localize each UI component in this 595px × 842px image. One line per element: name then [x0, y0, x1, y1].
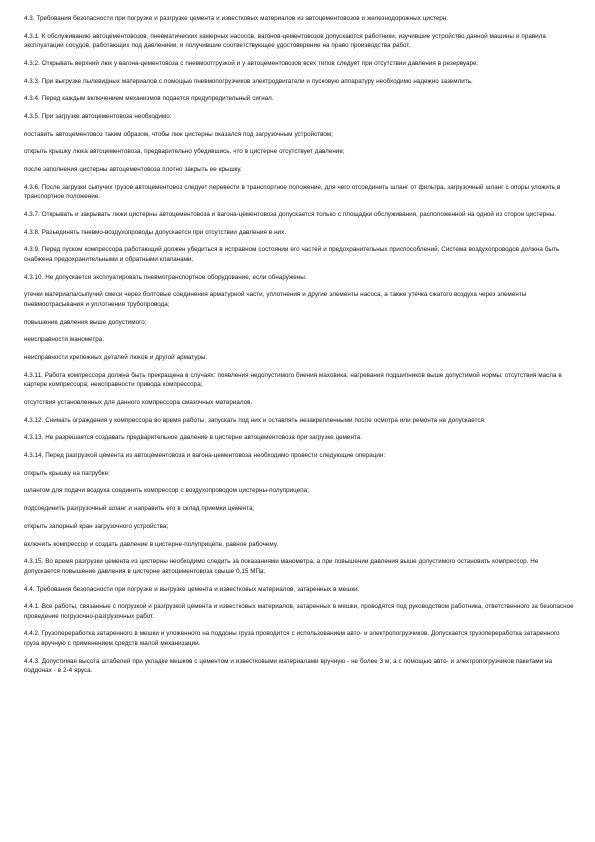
paragraph-4-4-3: 4.4.3. Допустимая высота штабелей при укладке мешков с цементом и известковыми материалами вручную - не более 3 м, а с помощью авто- и электропогрузчиков пакетами на поддонах - в 2-4 яруса.	[24, 657, 553, 675]
list-item: отсутствия установленных для данного компрессора смазочных материалов.	[24, 399, 253, 407]
list-item: открыть крышку на патрубке;	[24, 469, 110, 477]
list-item: включить компрессор и создать давление в цистерне-полуприцепе, равное рабочему.	[24, 540, 279, 548]
paragraph-4-3-2: 4.3.2. Открывать верхний люк у вагона-цементовоза с пневмоотгрузкой и у автоцементовозов всех типов следует при отсутствии давления в резервуаре.	[24, 59, 479, 67]
paragraph-4-3-6: 4.3.6. После загрузки сыпучих грузов автоцементовоз следует перевести в транспортное положение, для чего отсоединить шланг от фильтра, загрузочный шланг с опоры уложить в транспортное положение.	[24, 183, 561, 201]
paragraph-4-3-10: 4.3.10. Не допускается эксплуатировать пневмотранспортное оборудование, если обнаружены:	[24, 273, 307, 281]
list-item: открыть запорный кран загрузочного устройства;	[24, 522, 169, 530]
paragraph-4-4: 4.4. Требования безопасности при погрузке и выгрузке цемента и известковых материалов, затаренных в мешки.	[24, 585, 360, 593]
paragraph-4-3-1: 4.3.1. К обслуживанию автоцементовозов, пневматических камерных насосов, вагонов-цементовозов допускаются работники, изучившие устройство данной машины и правила эксплуатации сосудов, работающих под давлением, и получившие соответствующее удостоверение на право производства работ.	[24, 32, 546, 50]
paragraph-4-3-15: 4.3.15. Во время разгрузки цемента из цистерны необходимо следить за показаниями манометра, а при повышении давления выше допустимого остановить компрессор. Не допускается повышение давления в цистерне автоцементовоза свыше 0,15 МПа.	[24, 558, 539, 575]
paragraph-4-3-13: 4.3.13. Не разрешается создавать предварительное давление в цистерне автоцементовоза при загрузке цемента.	[24, 434, 363, 442]
list-item: после заполнения цистерны автоцементовоза плотно закрыть ее крышку.	[24, 166, 242, 174]
list-item: повышение давления выше допустимого;	[24, 318, 147, 326]
list-item: подсоединить разгрузочный шланг и направить его в склад приемки цемента;	[24, 505, 255, 513]
paragraph-4-3-5: 4.3.5. При загрузке автоцементовоза необходимо:	[24, 113, 172, 121]
paragraph-4-3-11: 4.3.11. Работа компрессора должна быть прекращена в случаях: появления недопустимого биения маховика; нагревания подшипников выше допустимой нормы; отсутствия масла в картере компрессора; неисправности привода компрессора;	[24, 371, 562, 389]
list-item: открыть крышку люка автоцементовоза, предварительно убедившись, что в цистерне отсутствует давление;	[24, 148, 345, 156]
paragraph-4-3-8: 4.3.8. Разъединять пневмо-воздухопроводы допускается при отсутствии давления в них.	[24, 228, 286, 236]
paragraph-4-3-14: 4.3.14. Перед разгрузкой цемента из автоцементовоза и вагона-цементовоза необходимо провести следующие операции:	[24, 452, 386, 460]
list-item: неисправности крепежных деталей люков и другой арматуры.	[24, 354, 208, 362]
paragraph-4-3-9: 4.3.9. Перед пуском компрессора работающий должен убедиться в исправном состоянии его частей и предохранительных приспособлений. Система воздухопроводов должна быть снабжена предохранительными и обратными клапанами.	[24, 246, 560, 264]
paragraph-4-4-1: 4.4.1. Все работы, связанные с погрузкой и разгрузкой цемента и известковых материалов, затаренных в мешки, проводятся под руководством работника, ответственного за безопасное проведение погрузочно-разгрузочных работ.	[24, 603, 574, 620]
paragraph-4-3: 4.3. Требования безопасности при погрузке и разгрузке цемента и известковых материалов из автоцементовозов и железнодорожных цистерн.	[24, 15, 449, 22]
paragraph-4-3-4: 4.3.4. Перед каждым включением механизмов подается предупредительный сигнал.	[24, 95, 274, 103]
list-item: поставить автоцементовоз таким образом, чтобы люк цистерны оказался под загрузочным устройством;	[24, 130, 333, 138]
paragraph-4-3-7: 4.3.7. Открывать и закрывать люки цистерны автоцементовоза и вагона-цементовоза допускается только с площадки обслуживания, расположенной на одной из сторон цистерны.	[24, 211, 556, 219]
list-item: утечки материала/сыпучий смеси через болтовые соединения арматурной части, уплотнения и другие элементы насоса, а также утечка сжатого воздуха через элементы пневмоотрасывания и уплотнения трубопровода;	[24, 291, 527, 308]
list-item: неисправности манометра;	[24, 336, 104, 344]
paragraph-4-4-2: 4.4.2. Грузопереработка затаренного в мешки и уложенного на поддоны груза проводится с использованием авто- и электропогрузчиков. Допускается грузопереработка затаренного груза вручную с применением средств малой механизации.	[24, 630, 560, 648]
paragraph-4-3-12: 4.3.12. Снимать ограждения у компрессора во время работы, запускать под них и оставлять незакрепленными после осмотра или ремонта не допускается.	[24, 416, 486, 424]
paragraph-4-3-3: 4.3.3. При выгрузке пылевидных материалов с помощью пневмопогрузчиков электродвигатели и пусковую аппаратуру необходимо надежно заземлить.	[24, 77, 473, 85]
list-item: шлангом для подачи воздуха соединить компрессор с воздухопроводом цистерны-полуприцепа;	[24, 487, 309, 495]
